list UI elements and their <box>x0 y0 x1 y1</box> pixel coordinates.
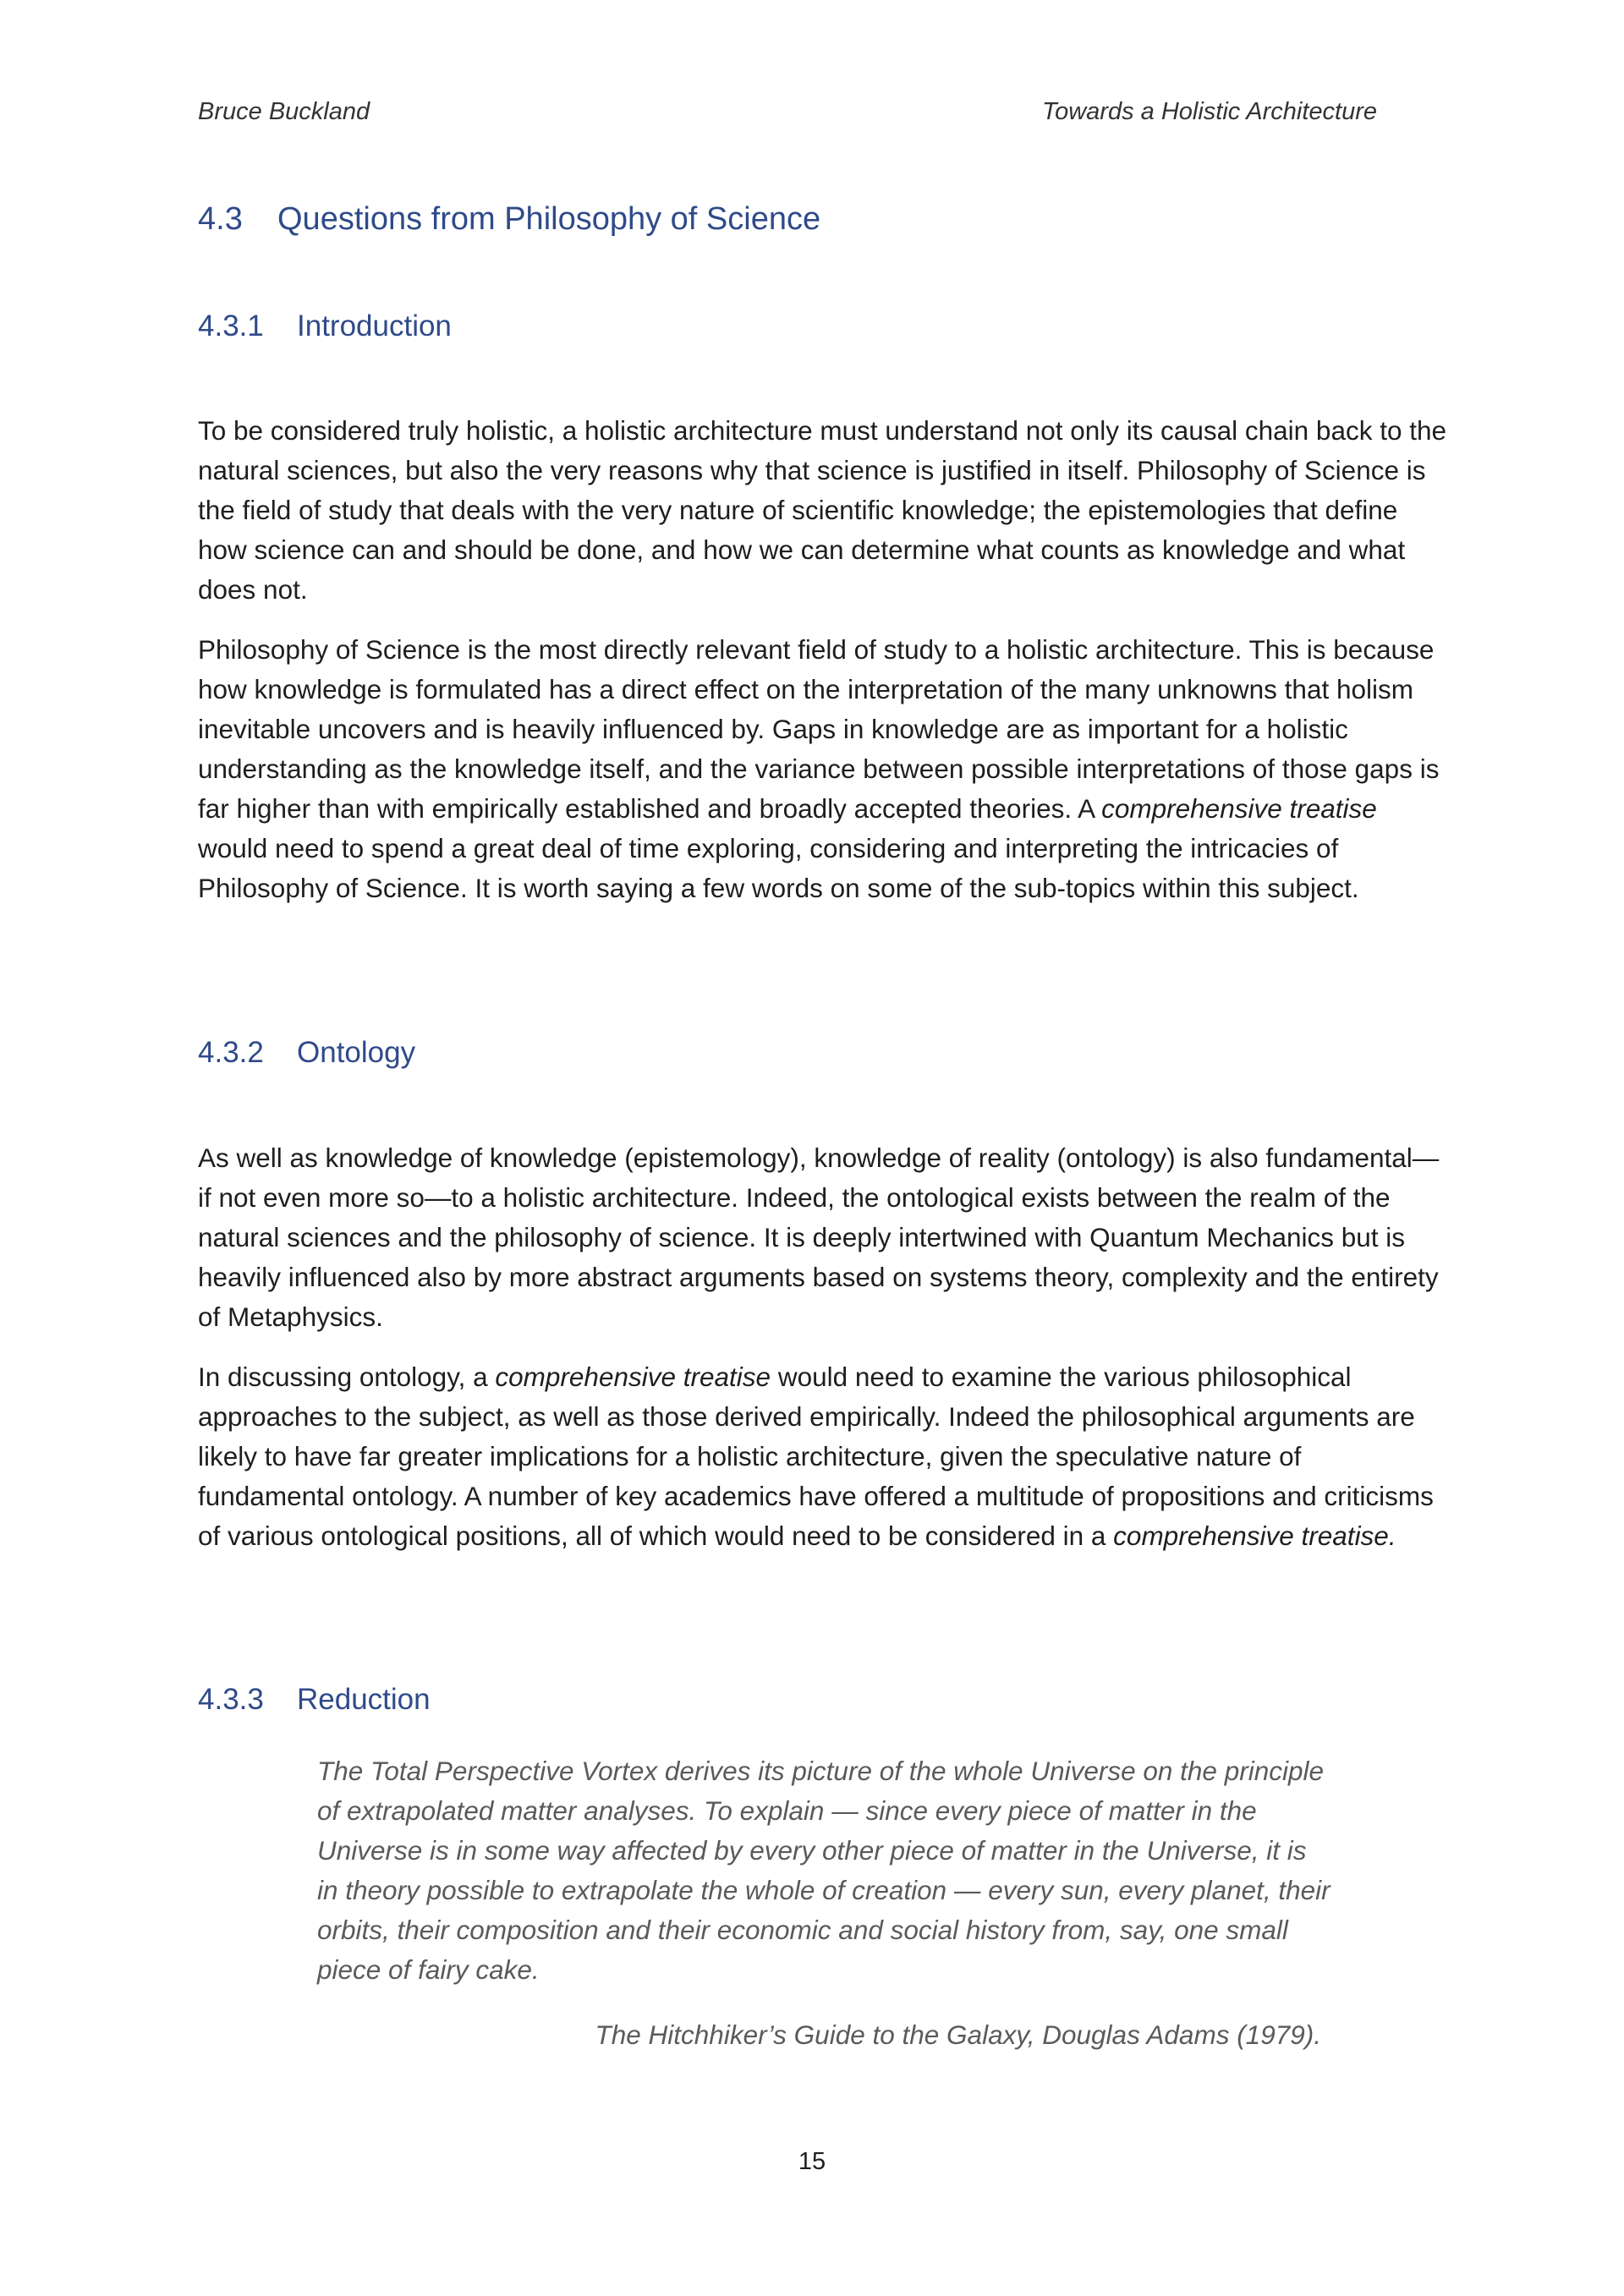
paragraph: To be considered truly holistic, a holistic architecture must understand not only its causal chain back to the natural sciences, but also the very reasons why that science is justified in itself. Philosophy of Science is the field of study that deals with the very nature of scientific knowledge; the epistemologies that define how science can and should be done, and how we can determine what counts as knowledge and what does not. <box>198 415 1447 605</box>
paragraph <box>198 1357 1450 1556</box>
paragraph-text: would need to spend a great deal of time exploring, considering and interpreting the intricacies of Philosophy of Science. It is worth saying a few words on some of the sub-topics within this subject. <box>198 833 1359 903</box>
quote-attribution: The Hitchhiker’s Guide to the Galaxy, Douglas Adams (1979). <box>595 2019 1321 2050</box>
block-quote: The Total Perspective Vortex derives its picture of the whole Universe on the principle of extrapolated matter analyses. To explain — since every piece of matter in the Universe is in some way affected by every other piece of matter in the Universe, it is in theory possible to extrapolate the whole of creation — every sun, every planet, their orbits, their composition and their economic and social history from, say, one small piece of fairy cake. <box>317 1756 1330 1985</box>
subsection-number: 4.3.2 <box>198 1036 264 1069</box>
subsection-heading-introduction <box>198 310 1450 343</box>
subsection-number: 4.3.3 <box>198 1683 264 1716</box>
emphasis-text: comprehensive treatise <box>1101 793 1377 824</box>
paragraph-text: Philosophy of Science is the most directly relevant field of study to a holistic architecture. This is because how knowledge is formulated has a direct effect on the interpretation of the many unknowns that holism inevitable uncovers and is heavily influenced by. Gaps in knowledge are as important for a holistic understanding as the knowledge itself, and the variance between possible interpretations of those gaps is far higher than with empirically established and broadly accepted theories. A <box>198 634 1440 824</box>
subsection-number: 4.3.1 <box>198 310 264 342</box>
paragraph: As well as knowledge of knowledge (epistemology), knowledge of reality (ontology) is also fundamental—if not even more so—to a holistic architecture. Indeed, the ontological exists between the realm of the natural sciences and the philosophy of science. It is deeply intertwined with Quantum Mechanics but is heavily influenced also by more abstract arguments based on systems theory, complexity and the entirety of Metaphysics. <box>198 1143 1440 1332</box>
emphasis-text: comprehensive treatise <box>495 1362 771 1392</box>
subsection-title: Ontology <box>297 1036 416 1069</box>
section-heading <box>198 201 1450 238</box>
emphasis-text: comprehensive treatise. <box>1113 1521 1396 1551</box>
subsection-title: Introduction <box>297 310 452 342</box>
paragraph-text: In discussing ontology, a <box>198 1362 496 1392</box>
header-title: Towards a Holistic Architecture <box>1042 98 1377 125</box>
paragraph <box>198 630 1450 908</box>
subsection-heading-reduction <box>198 1683 1450 1717</box>
section-title: Questions from Philosophy of Science <box>277 201 821 237</box>
subsection-title: Reduction <box>297 1683 431 1716</box>
section-number: 4.3 <box>198 201 243 237</box>
paragraph-text: would need to examine the various philosophical approaches to the subject, as well as those derived empirically. Indeed the philosophical arguments are likely to have far greater implications for a holistic architecture, given the speculative nature of fundamental ontology. A number of key academics have offered a multitude of propositions and criticisms of various ontological positions, all of which would need to be considered in a <box>198 1362 1434 1551</box>
header-author: Bruce Buckland <box>198 98 370 125</box>
page-number: 15 <box>798 2148 826 2175</box>
subsection-heading-ontology <box>198 1036 1450 1070</box>
